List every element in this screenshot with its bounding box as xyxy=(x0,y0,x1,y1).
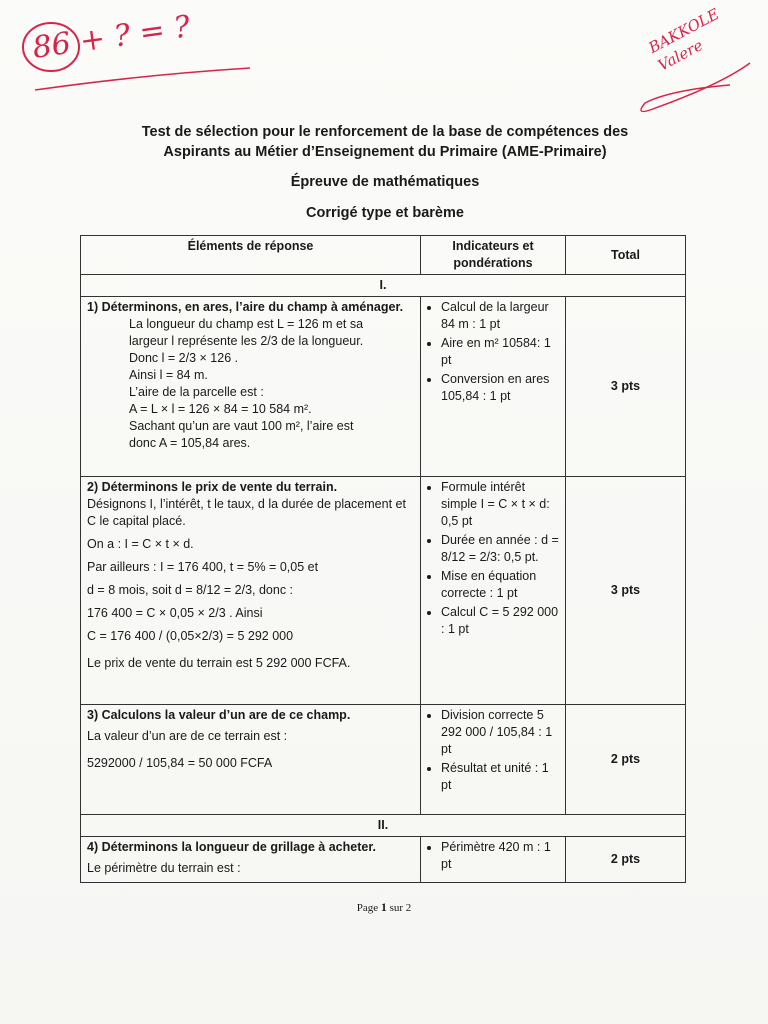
indicator-item: • Résultat et unité : 1 pt xyxy=(441,760,559,794)
q2-line: Le prix de vente du terrain est 5 292 000 FCFA. xyxy=(87,656,351,670)
q1-line: Sachant qu’un are vaut 100 m², l’aire est xyxy=(129,419,354,433)
indicator-item: • Calcul C = 5 292 000 : 1 pt xyxy=(441,604,559,638)
answer-cell-q1 xyxy=(81,297,421,477)
table-header-row xyxy=(81,236,686,275)
page-label-pre: Page xyxy=(356,902,381,914)
q1-line: La longueur du champ est L = 126 m et sa xyxy=(129,317,364,331)
indicator-cell-q1 xyxy=(421,297,566,477)
page-label-post: sur 2 xyxy=(386,902,412,914)
subtitle-heading: Corrigé type et barème xyxy=(306,205,464,221)
table-row xyxy=(81,705,686,815)
q2-title: 2) Déterminons le prix de vente du terrain. xyxy=(87,480,338,494)
subject-heading: Épreuve de mathématiques xyxy=(290,174,480,190)
answer-cell-q3 xyxy=(81,705,421,815)
page-footer xyxy=(0,900,768,915)
q3-line: 5292000 / 105,84 = 50 000 FCFA xyxy=(87,756,273,770)
section-row-2 xyxy=(81,815,686,837)
table-row xyxy=(81,477,686,705)
q2-line: Par ailleurs : I = 176 400, t = 5% = 0,05 et xyxy=(87,560,319,574)
indicator-cell-q3 xyxy=(421,705,566,815)
q1-line: A = L × l = 126 × 84 = 10 584 m². xyxy=(129,402,312,416)
answer-cell-q4 xyxy=(81,837,421,883)
section-label-1: I. xyxy=(81,275,686,297)
title-block xyxy=(90,122,680,162)
total-cell-q2: 3 pts xyxy=(566,477,686,705)
handwritten-name: BAKKOLE Valere xyxy=(645,4,723,75)
total-cell-q1: 3 pts xyxy=(566,297,686,477)
indicator-cell-q2 xyxy=(421,477,566,705)
indicator-item: • Aire en m² 10584: 1 pt xyxy=(441,335,559,369)
indicator-item: • Conversion en ares 105,84 : 1 pt xyxy=(441,371,559,405)
q3-line: La valeur d’un are de ce terrain est : xyxy=(87,729,288,743)
q3-title: 3) Calculons la valeur d’un are de ce champ. xyxy=(87,708,351,722)
q2-line: C = 176 400 / (0,05×2/3) = 5 292 000 xyxy=(87,629,294,643)
indicator-item: • Division correcte 5 292 000 / 105,84 : 1 pt xyxy=(441,707,559,758)
answer-cell-q2 xyxy=(81,477,421,705)
indicator-item: • Mise en équation correcte : 1 pt xyxy=(441,568,559,602)
q1-line: Donc l = 2/3 × 126 . xyxy=(129,351,239,365)
col-header-indicators: Indicateurs et pondérations xyxy=(421,236,566,275)
indicator-item: • Calcul de la largeur 84 m : 1 pt xyxy=(441,299,559,333)
indicator-item: • Périmètre 420 m : 1 pt xyxy=(441,839,559,873)
title-line-1: Test de sélection pour le renforcement de la base de compétences des xyxy=(141,124,629,140)
q2-line: 176 400 = C × 0,05 × 2/3 . Ainsi xyxy=(87,606,263,620)
q1-line: Ainsi l = 84 m. xyxy=(129,368,208,382)
q1-body xyxy=(87,316,414,452)
table-row xyxy=(81,837,686,883)
title-line-2: Aspirants au Métier d’Enseignement du Primaire (AME-Primaire) xyxy=(163,144,607,160)
indicator-item: • Formule intérêt simple I = C × t × d: 0,5 pt xyxy=(441,479,559,530)
q4-line: Le périmètre du terrain est : xyxy=(87,861,241,875)
table-row xyxy=(81,297,686,477)
total-cell-q3: 2 pts xyxy=(566,705,686,815)
handwritten-underline xyxy=(30,60,260,100)
col-header-elements: Éléments de réponse xyxy=(81,236,421,275)
total-cell-q4: 2 pts xyxy=(566,837,686,883)
q1-line: donc A = 105,84 ares. xyxy=(129,436,251,450)
q2-line: On a : I = C × t × d. xyxy=(87,537,194,551)
q1-line: L’aire de la parcelle est : xyxy=(129,385,264,399)
indicator-item: • Durée en année : d = 8/12 = 2/3: 0,5 pt. xyxy=(441,532,559,566)
section-row-1 xyxy=(81,275,686,297)
handwritten-score: 86 + ? = ? xyxy=(30,9,193,66)
answer-table xyxy=(80,235,686,883)
q2-line: d = 8 mois, soit d = 8/12 = 2/3, donc : xyxy=(87,583,294,597)
q2-line: Désignons I, l’intérêt, t le taux, d la durée de placement et C le capital placé. xyxy=(87,497,406,528)
section-label-2: II. xyxy=(81,815,686,837)
indicator-cell-q4 xyxy=(421,837,566,883)
q4-title: 4) Déterminons la longueur de grillage à acheter. xyxy=(87,840,376,854)
q1-line: largeur l représente les 2/3 de la longueur. xyxy=(129,334,364,348)
handwritten-swoosh xyxy=(630,55,760,125)
col-header-total: Total xyxy=(566,236,686,275)
page-number: 1 xyxy=(380,900,387,914)
q1-title: 1) Déterminons, en ares, l’aire du champ à aménager. xyxy=(87,300,404,314)
